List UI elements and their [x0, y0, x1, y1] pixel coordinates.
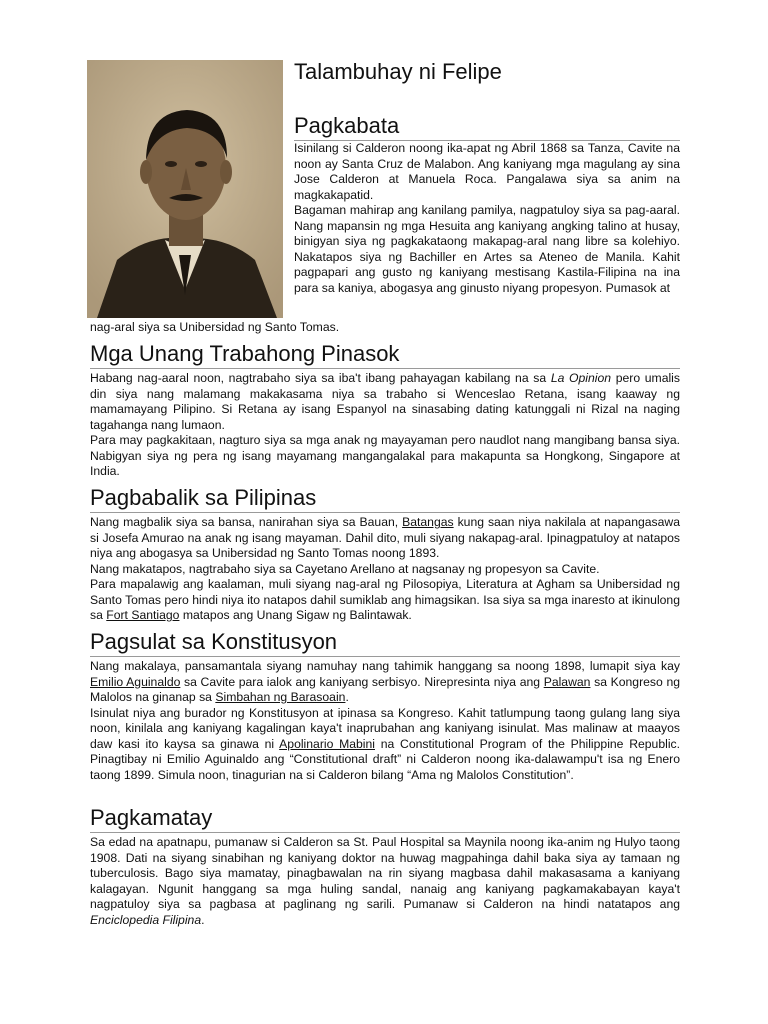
paragraph: Nang makatapos, nagtrabaho siya sa Cayetano Arellano at nagsanay ng propesyon sa Cavite. — [90, 561, 600, 576]
section-trabaho — [90, 340, 680, 480]
portrait-photo-icon — [87, 60, 283, 318]
paragraph: Para mapalawig ang kaalaman, muli siyang nag-aral ng Pilosopiya, Literatura at Agham sa Unibersidad ng Santo Tomas pero hindi niya ito natapos dahil sumiklab ang himagsikan. Isa siya sa mga inaresto at ikinulong sa Fort Santiago matapos ang Unang Sigaw ng Balintawak. — [90, 577, 680, 622]
paragraph: Nang magbalik siya sa bansa, nanirahan siya sa Bauan, Batangas kung saan niya nakilala at napangasawa si Josefa Amurao na anak ng isang mayaman. Dahil dito, muli siyang nakapag-aral. Ipinagpatuloy at natapos niya ang abogasya sa Unibersidad ng Santo Tomas noong 1893. — [90, 515, 680, 560]
newspaper-name: La Opinion — [550, 371, 612, 385]
book-title: Enciclopedia Filipina — [90, 912, 202, 927]
heading-pagbabalik: Pagbabalik sa Pilipinas — [90, 484, 680, 513]
heading-pagkabata: Pagkabata — [294, 112, 680, 141]
paragraph: Habang nag-aaral noon, nagtrabaho siya sa iba't ibang pahayagan kabilang na sa La Opinion pero umalis din siya nang malamang makakasama niya sa trabaho si Wenceslao Retana, isang kaaway ng mamamayang Pilipino. Si Retana ay isang Espanyol na sinasabing dating katunggali ni Rizal na naging tagahanga nang lumaon. — [90, 371, 680, 432]
portrait-photo — [87, 60, 283, 318]
paragraph-continuation: nag-aral siya sa Unibersidad ng Santo Tomas. — [90, 320, 340, 334]
link-batangas[interactable]: Batangas — [402, 515, 454, 529]
paragraph: Isinulat niya ang burador ng Konstitusyon at ipinasa sa Kongreso. Kahit tatlumpung taong gulang lang siya noon, kinilala ang kaniyang kagalingan kaya't inaprubahan ang kaniyang isinulat. Mas malinaw at maayos daw kasi ito kaysa sa ginawa ni Apolinario Mabini na Constitutional Program of the Philippine Republic. Pinagtibay ni Emilio Aguinaldo ang “Constitutional draft” ni Calderon noong ika-dalawampu't isa ng Enero taong 1899. Simula noon, tinagurian na si Calderon bilang “Ama ng Malolos Constitution”. — [90, 705, 681, 782]
heading-konstitusyon: Pagsulat sa Konstitusyon — [90, 628, 680, 657]
paragraph: Nang makalaya, pansamantala siyang namuhay nang tahimik hanggang sa noong 1898, lumapit siya kay Emilio Aguinaldo sa Cavite para ialok ang kaniyang serbisyo. Nirepresinta niya ang Palawan sa Kongreso ng Malolos na ginanap sa Simbahan ng Barasoain. — [90, 659, 681, 704]
section-pagkabata — [294, 112, 680, 296]
link-apolinario-mabini[interactable]: Apolinario Mabini — [279, 736, 375, 751]
link-emilio-aguinaldo[interactable]: Emilio Aguinaldo — [90, 674, 181, 689]
paragraph: Bagaman mahirap ang kanilang pamilya, nagpatuloy siya sa pag-aaral. Nang mapansin ng mga Hesuita ang kaniyang angking talino at husay, binigyan siya ng pagkakataong makapag-aral nang libre sa kolehiyo. Nakatapos siya ng Bachiller en Artes sa Ateneo de Manila. Kahit pagpapari ang gusto ng kaniyang mestisang Kastila-Filipina na ina para sa kaniya, abogasya ang ginusto niyang propesyon. Pumasok at — [294, 203, 680, 295]
section-pagbabalik — [90, 484, 680, 624]
paragraph: Isinilang si Calderon noong ika-apat ng Abril 1868 sa Tanza, Cavite na noon ay Santa Cruz de Malabon. Ang kaniyang mga magulang ay sina Jose Calderon at Manuela Roca. Pangalawa siya sa anim na magkakapatid. — [294, 141, 680, 202]
document-title: Talambuhay ni Felipe — [294, 59, 502, 84]
heading-trabaho: Mga Unang Trabahong Pinasok — [90, 340, 680, 369]
link-palawan[interactable]: Palawan — [543, 674, 591, 689]
paragraph: Sa edad na apatnapu, pumanaw si Calderon sa St. Paul Hospital sa Maynila noong ika-anim ng Hulyo taong 1908. Dati na siyang sinabihan ng kaniyang doktor na huwag magpahinga dahil baka siya ay tamaan ng tuberculosis. Bago siya mamatay, pinagbawalan na rin siyang magbasa dahil makasasama a kaniyang kalagayan. Ngunit hanggang sa mga huling sandal, nanaig ang kaniyang pagkamakabayan kaya't nagpatuloy siya sa pagbasa at paglinang ng sarili. Pumanaw si Calderon na hindi natatapos ang Enciclopedia Filipina. — [90, 835, 680, 927]
section-pagkamatay — [90, 804, 680, 928]
section-konstitusyon — [90, 628, 680, 783]
link-simbahan-ng-barasoain[interactable]: Simbahan ng Barasoain — [215, 690, 346, 704]
link-fort-santiago[interactable]: Fort Santiago — [106, 608, 180, 622]
paragraph: Para may pagkakitaan, nagturo siya sa mga anak ng mayayaman pero naudlot nang mangibang bansa siya. Nabigyan siya ng pera ng isang mayamang mangangalakal para makapunta sa Hongkong, Singapore at India. — [90, 433, 680, 478]
heading-pagkamatay: Pagkamatay — [90, 804, 680, 833]
